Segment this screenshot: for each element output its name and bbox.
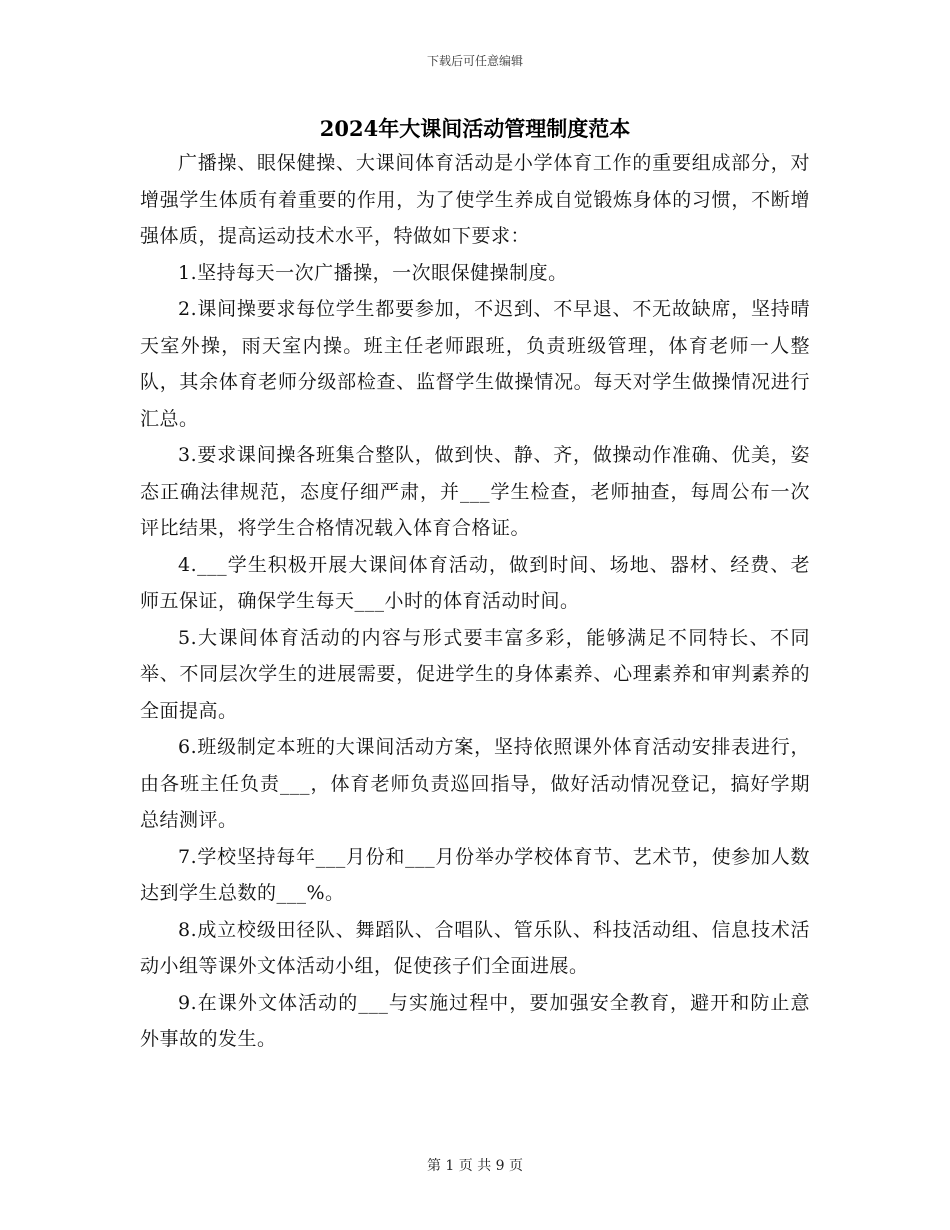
document-title: 2024年大课间活动管理制度范本 — [319, 116, 631, 141]
header-note: 下载后可任意编辑 — [426, 54, 523, 68]
paragraph-item-9: 9.在课外文体活动的___与实施过程中，要加强安全教育，避开和防止意外事故的发生。 — [140, 991, 810, 1050]
paragraph-item-4: 4.___学生积极开展大课间体育活动，做到时间、场地、器材、经费、老师五保证，确保学生每天___小时的体育活动时间。 — [140, 553, 810, 612]
page-indicator: 第 1 页 共 9 页 — [426, 1158, 524, 1174]
paragraph-item-3: 3.要求课间操各班集合整队，做到快、静、齐，做操动作准确、优美，姿态正确法律规范，态度仔细严肃，并___学生检查，老师抽查，每周公布一次评比结果，将学生合格情况载入体育合格证。 — [140, 444, 810, 539]
paragraph-item-8: 8.成立校级田径队、舞蹈队、合唱队、管乐队、科技活动组、信息技术活动小组等课外文体活动小组，促使孩子们全面进展。 — [140, 918, 810, 977]
paragraph-item-6: 6.班级制定本班的大课间活动方案，坚持依照课外体育活动安排表进行，由各班主任负责___，体育老师负责巡回指导，做好活动情况登记，搞好学期总结测评。 — [140, 736, 810, 831]
paragraph-item-5: 5.大课间体育活动的内容与形式要丰富多彩，能够满足不同特长、不同举、不同层次学生的进展需要，促进学生的身体素养、心理素养和审判素养的全面提高。 — [140, 626, 810, 722]
paragraph-item-1: 1.坚持每天一次广播操，一次眼保健操制度。 — [178, 261, 568, 284]
paragraph-intro: 广播操、眼保健操、大课间体育活动是小学体育工作的重要组成部分，对增强学生体质有着重要的作用，为了使学生养成自觉锻炼身体的习惯，不断增强体质，提高运动技术水平，特做如下要求： — [140, 152, 810, 247]
paragraph-item-2: 2.课间操要求每位学生都要参加，不迟到、不早退、不无故缺席，坚持晴天室外操，雨天室内操。班主任老师跟班，负责班级管理，体育老师一人整队，其余体育老师分级部检查、监督学生做操情况。每天对学生做操情况进行汇总。 — [140, 298, 810, 430]
document-body — [140, 145, 810, 1058]
paragraph-item-7: 7.学校坚持每年___月份和___月份举办学校体育节、艺术节，使参加人数达到学生总数的___%。 — [140, 845, 810, 904]
